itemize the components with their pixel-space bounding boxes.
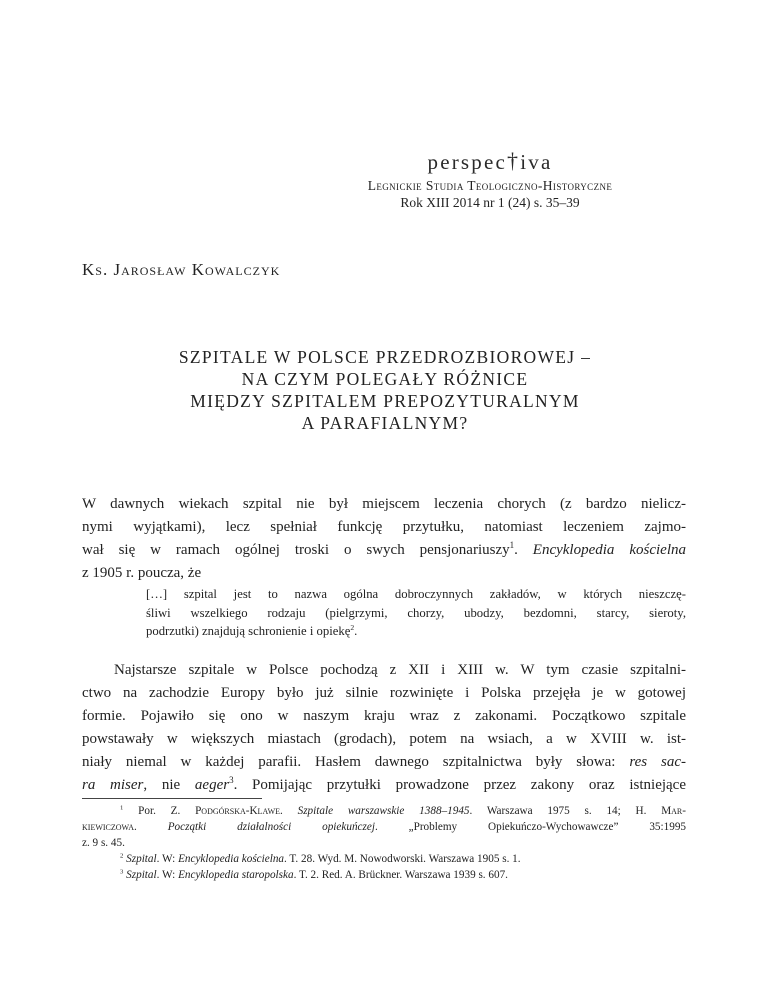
footnote-title: Szpital xyxy=(126,853,157,865)
text-line: Najstarsze szpitale w Polsce pochodzą z XII i XIII w. W tym czasie szpitalni- xyxy=(114,662,686,678)
article-author: Ks. Jarosław Kowalczyk xyxy=(82,260,281,279)
footnote-ref-2[interactable]: 2 xyxy=(350,622,355,632)
footnote-ref-1[interactable]: 1 xyxy=(509,540,515,550)
footnote-number: 1 xyxy=(120,804,124,812)
text-line xyxy=(82,774,686,797)
quote-line: […] szpital jest to nazwa ogólna dobroczynnych zakładów, w których nieszczę- xyxy=(146,587,686,601)
text-run: . Pomijając przytułki prowadzone przez zakony oraz istniejące xyxy=(233,777,686,793)
text-run: . „Problemy Opiekuńczo-Wychowawcze” 35:1995 xyxy=(374,821,687,833)
footnote-title: Początki działalności opiekuńczej xyxy=(167,821,375,833)
text-run: , nie xyxy=(143,777,195,793)
article-title xyxy=(160,346,610,434)
paragraph-1 xyxy=(82,493,686,585)
journal-issue: Rok XIII 2014 nr 1 (24) s. 35–39 xyxy=(400,195,580,210)
title-line: SZPITALE W POLSCE PRZEDROZBIOROWEJ – xyxy=(178,347,592,367)
text-run: . W: xyxy=(156,869,179,881)
footnote-title: Szpital xyxy=(126,869,157,881)
text-line xyxy=(82,751,686,774)
text-run: niały niemal w każdej parafii. Hasłem dawnego szpitalnictwa były słowa: xyxy=(82,754,630,770)
footnote-line xyxy=(82,851,686,867)
text-run: Por. Z. xyxy=(123,805,196,817)
footnote-number: 2 xyxy=(120,852,124,860)
text-italic: res sac- xyxy=(629,754,686,770)
text-line: nymi wyjątkami), lecz spełniał funkcję przytułku, natomiast leczeniem zajmo- xyxy=(82,519,686,535)
text-run: . T. 2. Red. A. Brückner. Warszawa 1939 s. 607. xyxy=(293,869,508,881)
text-line: formie. Pojawiło się ono w naszym kraju wraz z zakonami. Początkowo szpitale xyxy=(82,708,686,724)
quote-line: śliwi wszelkiego rodzaju (pielgrzymi, chorzy, ubodzy, bezdomni, starcy, sieroty, xyxy=(146,605,686,620)
text-run: . xyxy=(133,821,168,833)
text-line: z 1905 r. poucza, że xyxy=(82,565,202,581)
cross-icon: † xyxy=(507,148,521,173)
text-run: wał się w ramach ogólnej troski o swych pensjonariuszy xyxy=(82,542,510,558)
text-line: powstawały w większych miastach (grodach), potem na wsiach, a w XVIII w. ist- xyxy=(82,731,686,747)
text-run: . xyxy=(354,624,358,638)
title-line: MIĘDZY SZPITALEM PREPOZYTURALNYM xyxy=(190,391,580,411)
footnote-line xyxy=(82,803,686,819)
title-line: A PARAFIALNYM? xyxy=(301,413,469,433)
text-line: ctwo na zachodzie Europy było już silnie rozwinięte i Polska przejęła je w gotowej xyxy=(82,685,686,701)
footnote-1 xyxy=(82,803,686,851)
footnote-line xyxy=(82,867,686,883)
journal-name-part2: iva xyxy=(520,150,553,174)
footnote-author: Mar- xyxy=(661,805,686,817)
footnote-title: Encyklopedia staropolska xyxy=(178,869,294,881)
journal-name xyxy=(300,150,680,174)
journal-subtitle: Legnickie Studia Teologiczno-Historyczne xyxy=(367,178,613,193)
text-line: W dawnych wiekach szpital nie był miejscem leczenia chorych (z bardzo nielicz- xyxy=(82,496,686,512)
journal-header xyxy=(300,150,680,211)
text-run: podrzutki) znajdują schronienie i opiekę xyxy=(146,624,351,638)
text-italic: ra miser xyxy=(82,777,144,793)
title-line: NA CZYM POLEGAŁY RÓŻNICE xyxy=(241,369,529,389)
footnote-2 xyxy=(82,851,686,867)
text-italic: Encyklopedia kościelna xyxy=(532,542,686,558)
footnote-title: Szpitale warszawskie 1388–1945 xyxy=(297,805,470,817)
text-run: . xyxy=(514,542,533,558)
footnote-line: z. 9 s. 45. xyxy=(82,837,125,849)
footnote-line xyxy=(82,819,686,835)
text-line xyxy=(82,539,686,562)
text-run: . W: xyxy=(156,853,179,865)
text-run: . xyxy=(280,805,298,817)
footnote-author: kiewiczowa xyxy=(82,821,134,833)
footnote-author: Podgórska-Klawe xyxy=(195,805,281,817)
footnote-ref-3[interactable]: 3 xyxy=(229,775,234,785)
quote-line xyxy=(146,622,686,641)
paragraph-2 xyxy=(82,659,686,797)
footnote-divider xyxy=(82,798,262,799)
text-run: . Warszawa 1975 s. 14; H. xyxy=(469,805,662,817)
footnote-3 xyxy=(82,867,686,883)
footnote-number: 3 xyxy=(120,868,124,876)
block-quote xyxy=(146,585,686,641)
footnotes xyxy=(82,803,686,883)
text-run: . T. 28. Wyd. M. Nowodworski. Warszawa 1905 s. 1. xyxy=(284,853,521,865)
journal-name-part1: perspec xyxy=(427,150,508,174)
text-italic: aeger xyxy=(194,777,230,793)
footnote-title: Encyklopedia kościelna xyxy=(178,853,285,865)
